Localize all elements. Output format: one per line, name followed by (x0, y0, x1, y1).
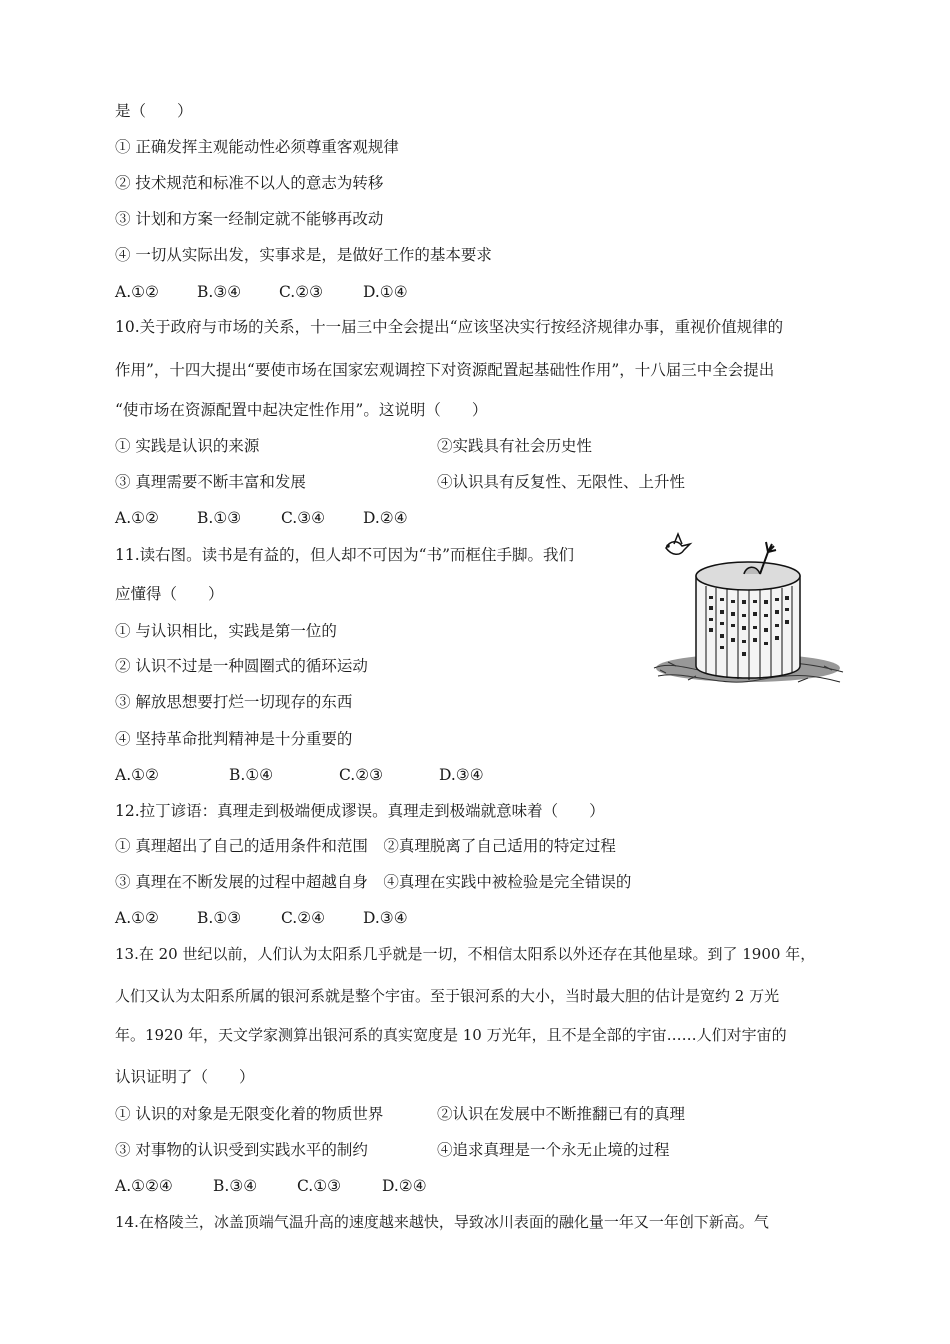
cartoon-book-fence-figure (648, 530, 848, 695)
q12-stem: 12.拉丁谚语：真理走到极端便成谬误。真理走到极端就意味着（ ） (115, 802, 605, 820)
q11-stem-line-1: 11.读右图。读书是有益的，但人却不可因为“书”而框住手脚。我们 (115, 546, 575, 564)
q12-answer-a: A.①② (115, 909, 159, 927)
q10-answer-c: C.③④ (281, 509, 326, 527)
q12-answer-c: C.②④ (281, 909, 326, 927)
q12-options-row-1: ① 真理超出了自己的适用条件和范围 ②真理脱离了自己适用的特定过程 (115, 837, 616, 855)
book-fence-top (696, 562, 800, 590)
q9-answers (115, 282, 408, 302)
q13-answer-d: D.②④ (382, 1177, 427, 1195)
q13-answer-a: A.①②④ (115, 1177, 173, 1195)
q13-stem-line-4: 认识证明了（ ） (115, 1068, 255, 1086)
q11-answers (115, 765, 484, 785)
q13-answer-c: C.①③ (297, 1177, 342, 1195)
q10-answer-d: D.②④ (363, 509, 408, 527)
q13-stem-line-3: 年。1920 年，天文学家测算出银河系的真实宽度是 10 万光年，且不是全部的宇宙……人们对宇宙的 (115, 1026, 787, 1044)
q9-answer-c: C.②③ (279, 283, 324, 301)
q9-answer-a: A.①② (115, 283, 159, 301)
q12-options-row-2: ③ 真理在不断发展的过程中超越自身 ④真理在实践中被检验是完全错误的 (115, 873, 632, 891)
q13-option-1: ① 认识的对象是无限变化着的物质世界 (115, 1105, 384, 1123)
q10-answer-b: B.①③ (197, 509, 242, 527)
q11-option-2: ② 认识不过是一种圆圈式的循环运动 (115, 657, 368, 675)
q11-option-4: ④ 坚持革命批判精神是十分重要的 (115, 730, 353, 748)
q9-option-3: ③ 计划和方案一经制定就不能够再改动 (115, 210, 384, 228)
q13-option-4: ④追求真理是一个永无止境的过程 (437, 1141, 670, 1159)
q10-option-2: ②实践具有社会历史性 (437, 437, 593, 455)
q13-answers (115, 1176, 427, 1196)
q9-option-1: ① 正确发挥主观能动性必须尊重客观规律 (115, 138, 399, 156)
q9-answer-b: B.③④ (197, 283, 242, 301)
q10-stem-line-1: 10.关于政府与市场的关系，十一届三中全会提出“应该坚决实行按经济规律办事，重视价值规律的 (115, 318, 784, 336)
q13-option-3: ③ 对事物的认识受到实践水平的制约 (115, 1141, 368, 1159)
q10-option-4: ④认识具有反复性、无限性、上升性 (437, 473, 686, 491)
q9-option-4: ④ 一切从实际出发，实事求是，是做好工作的基本要求 (115, 246, 492, 264)
q9-option-2: ② 技术规范和标准不以人的意志为转移 (115, 174, 384, 192)
q10-answers (115, 508, 408, 528)
q10-stem-line-3: “使市场在资源配置中起决定性作用”。这说明（ ） (115, 401, 488, 419)
q11-answer-c: C.②③ (339, 766, 384, 784)
q12-answer-d: D.③④ (363, 909, 408, 927)
q11-stem-line-2: 应懂得（ ） (115, 585, 224, 603)
q13-stem-line-2: 人们又认为太阳系所属的银河系就是整个宇宙。至于银河系的大小，当时最大胆的估计是宽约 2 万光 (115, 987, 780, 1005)
q9-answer-d: D.①④ (363, 283, 408, 301)
q11-option-1: ① 与认识相比，实践是第一位的 (115, 622, 337, 640)
q10-option-1: ① 实践是认识的来源 (115, 437, 260, 455)
q11-answer-b: B.①④ (229, 766, 274, 784)
q14-stem-line-1: 14.在格陵兰，冰盖顶端气温升高的速度越来越快，导致冰川表面的融化量一年又一年创下新高。气 (115, 1213, 769, 1231)
q11-answer-a: A.①② (115, 766, 159, 784)
q13-stem-line-1: 13.在 20 世纪以前，人们认为太阳系几乎就是一切，不相信太阳系以外还存在其他星球。到了 1900 年， (115, 945, 816, 963)
q9-stem-tail: 是（ ） (115, 102, 193, 120)
q10-option-3: ③ 真理需要不断丰富和发展 (115, 473, 306, 491)
q11-answer-d: D.③④ (439, 766, 484, 784)
bird-icon (666, 534, 690, 554)
q11-option-3: ③ 解放思想要打烂一切现存的东西 (115, 693, 353, 711)
q13-option-2: ②认识在发展中不断推翻已有的真理 (437, 1105, 686, 1123)
q12-answer-b: B.①③ (197, 909, 242, 927)
q12-answers (115, 908, 408, 928)
q10-answer-a: A.①② (115, 509, 159, 527)
q10-stem-line-2: 作用”，十四大提出“要使市场在国家宏观调控下对资源配置起基础性作用”，十八届三中全会提出 (115, 361, 775, 379)
q13-answer-b: B.③④ (213, 1177, 258, 1195)
